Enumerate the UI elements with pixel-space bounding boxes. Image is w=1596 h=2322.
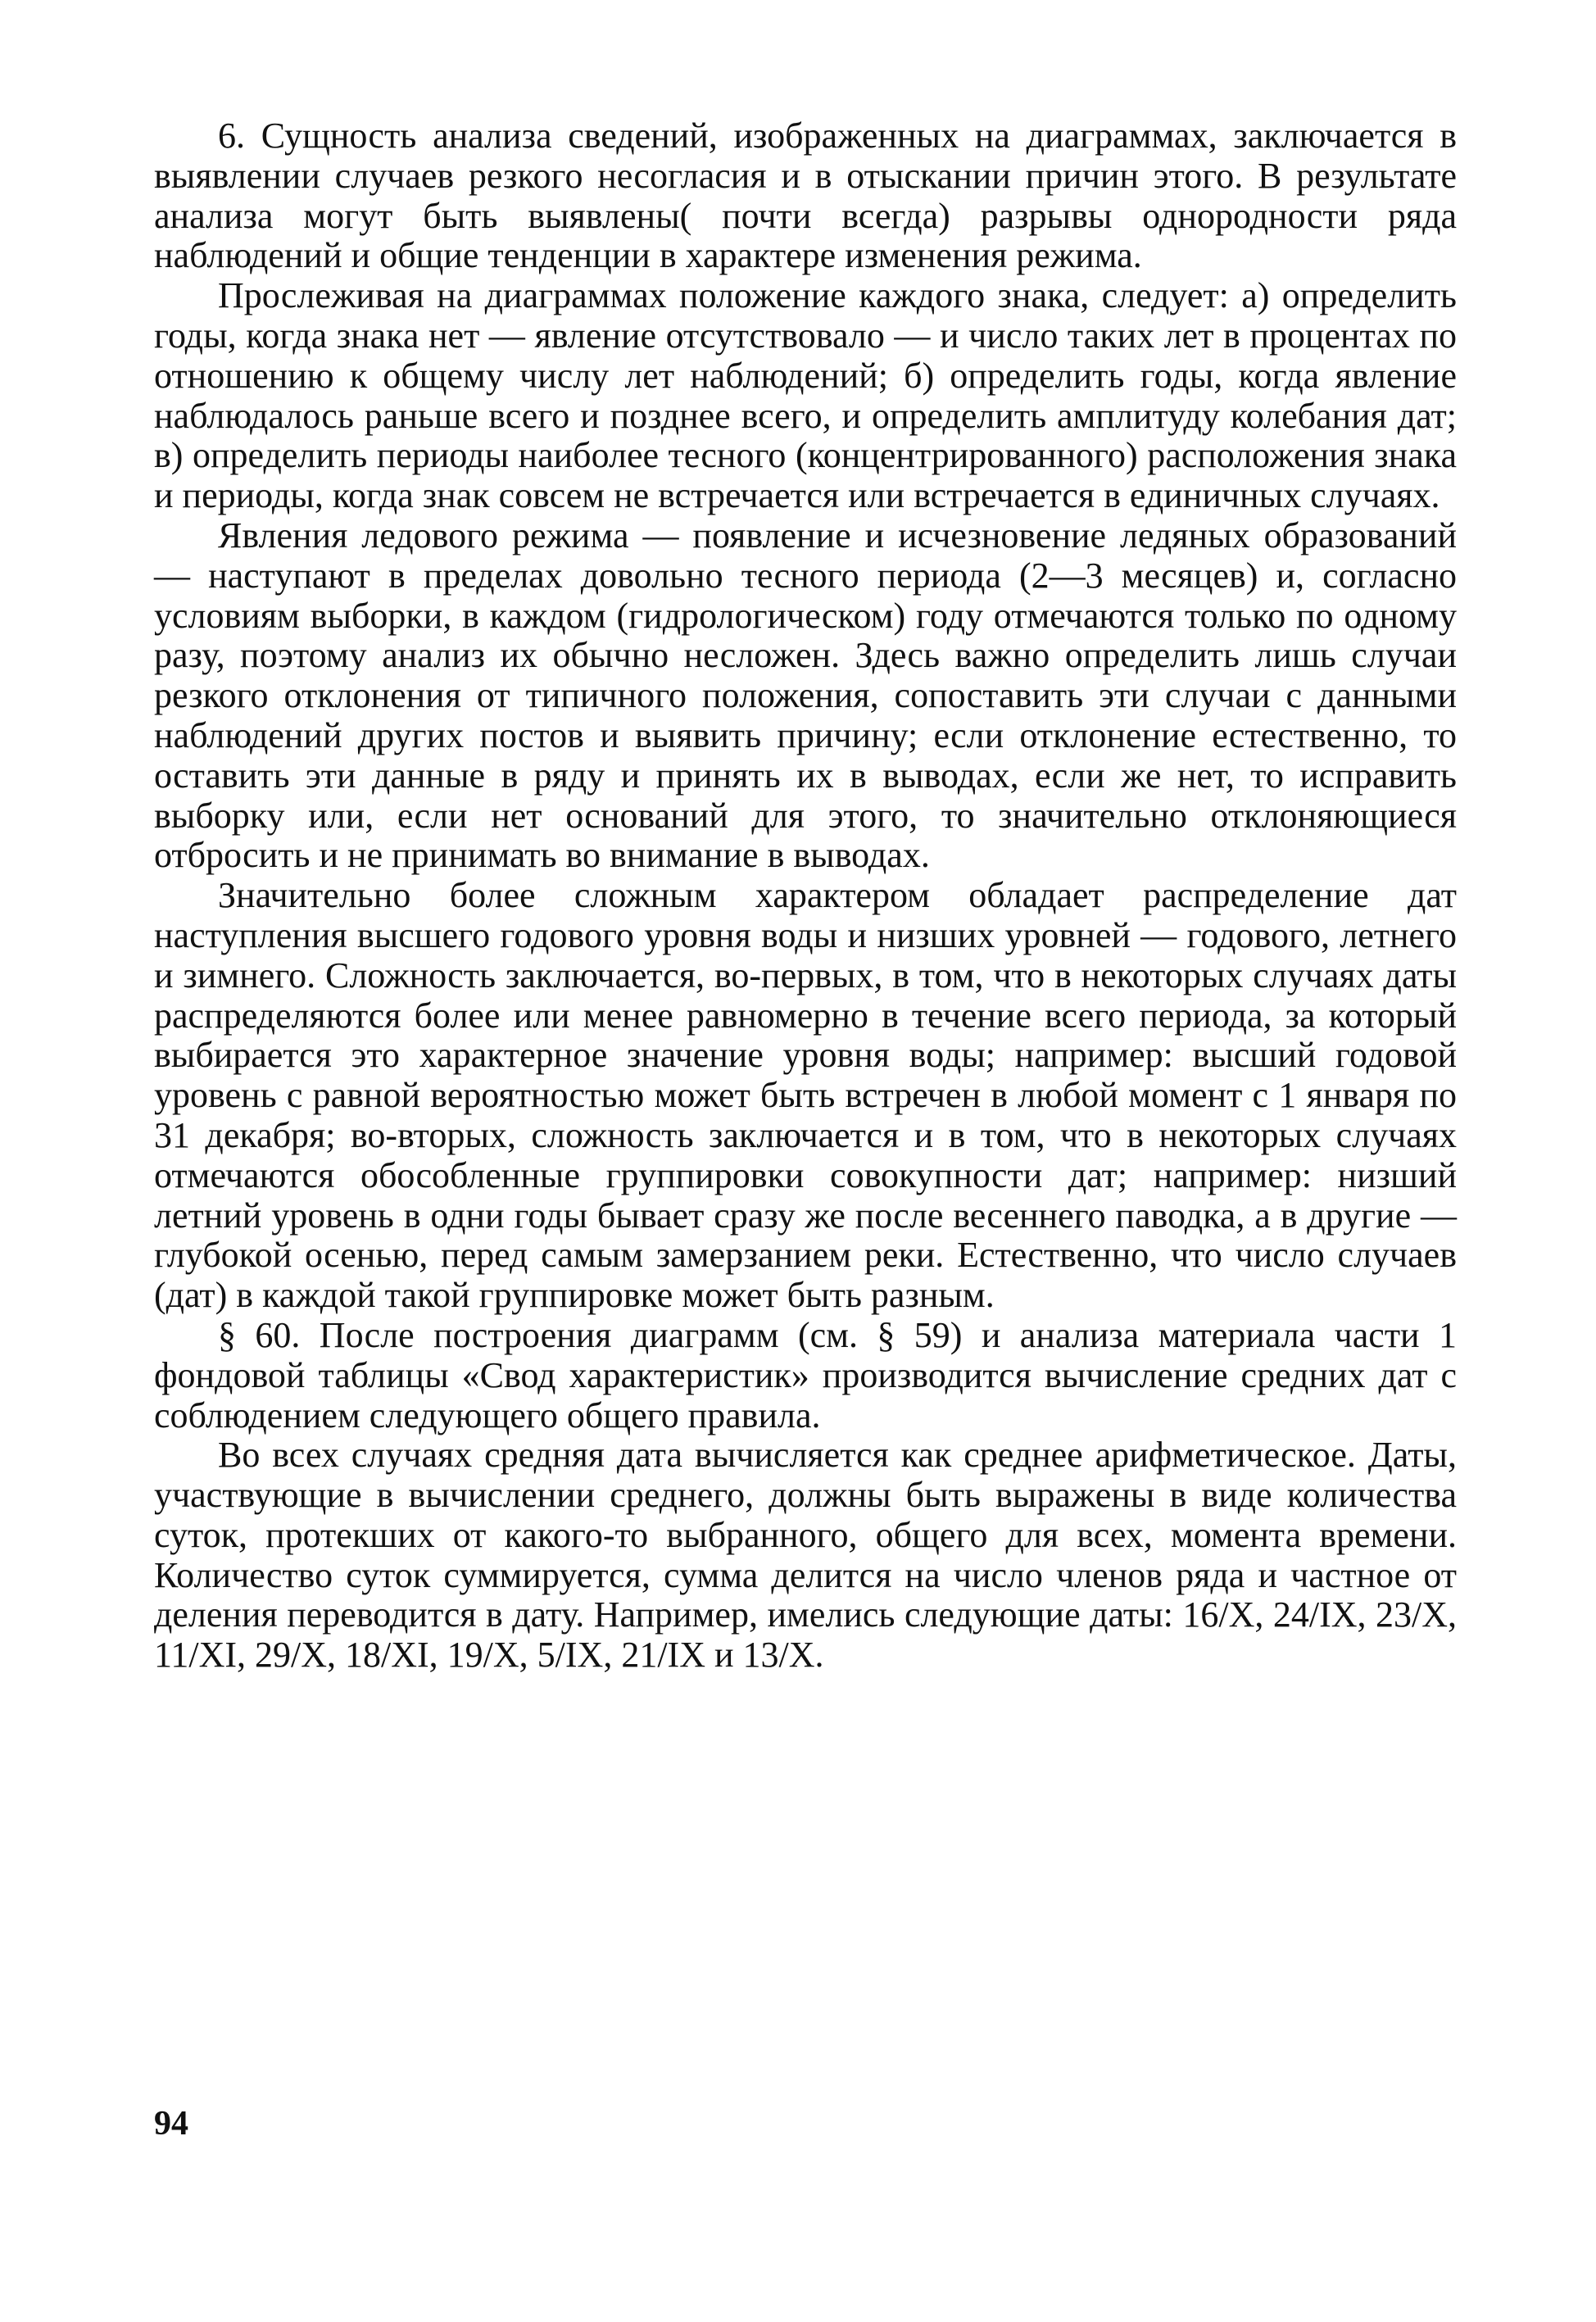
page-text bbox=[154, 116, 1457, 1676]
paragraph-3: Явления ледового режима — появление и исчезновение ледяных образований — наступают в пределах довольно тесного периода (2—3 месяцев) и, согласно условиям выборки, в каждом (гидрологическом) году отмечаются только по одному разу, поэтому анализ их обычно несложен. Здесь важно определить лишь случаи резкого отклонения от типичного положения, сопоставить эти случаи с данными наблюдений других постов и выявить причину; если отклонение естественно, то оставить эти данные в ряду и принять их в выводах, если же нет, то исправить выборку или, если нет оснований для этого, то значительно отклоняющиеся отбросить и не принимать во внимание в выводах. bbox=[154, 515, 1457, 876]
paragraph-1: 6. Сущность анализа сведений, изображенных на диаграммах, заключается в выявлении случаев резкого несогласия и в отыскании причин этого. В результате анализа могут быть выявлены( почти всегда) разрывы однородности ряда наблюдений и общие тенденции в характере изменения режима. bbox=[154, 116, 1457, 276]
paragraph-4: Значительно более сложным характером обладает распределение дат наступления высшего годового уровня воды и низших уровней — годового, летнего и зимнего. Сложность заключается, во-первых, в том, что в некоторых случаях даты распределяются более или менее равномерно в течение всего периода, за который выбирается это характерное значение уровня воды; например: высший годовой уровень с равной вероятностью может быть встречен в любой момент с 1 января по 31 декабря; во-вторых, сложность заключается и в том, что в некоторых случаях отмечаются обособленные группировки совокупности дат; например: низший летний уровень в одни годы бывает сразу же после весеннего паводка, а в другие — глубокой осенью, перед самым замерзанием реки. Естественно, что число случаев (дат) в каждой такой группировке может быть разным. bbox=[154, 875, 1457, 1316]
page-number: 94 bbox=[154, 2105, 188, 2143]
paragraph-5: § 60. После построения диаграмм (см. § 59) и анализа материала части 1 фондовой таблицы «Свод характеристик» производится вычисление средних дат с соблюдением следующего общего правила. bbox=[154, 1314, 1457, 1435]
paragraph-6: Во всех случаях средняя дата вычисляется как среднее арифметическое. Даты, участвующие в вычислении среднего, должны быть выражены в виде количества суток, протекших от какого-то выбранного, общего для всех, момента времени. Количество суток суммируется, сумма делится на число членов ряда и частное от деления переводится в дату. Например, имелись следующие даты: 16/X, 24/IX, 23/X, 11/XI, 29/X, 18/XI, 19/X, 5/IX, 21/IX и 13/X. bbox=[154, 1435, 1457, 1676]
paragraph-2: Прослеживая на диаграммах положение каждого знака, следует: а) определить годы, когда знака нет — явление отсутствовало — и число таких лет в процентах по отношению к общему числу лет наблюдений; б) определить годы, когда явление наблюдалось раньше всего и позднее всего, и определить амплитуду колебания дат; в) определить периоды наиболее тесного (концентрированного) расположения знака и периоды, когда знак совсем не встречается или встречается в единичных случаях. bbox=[154, 275, 1457, 516]
